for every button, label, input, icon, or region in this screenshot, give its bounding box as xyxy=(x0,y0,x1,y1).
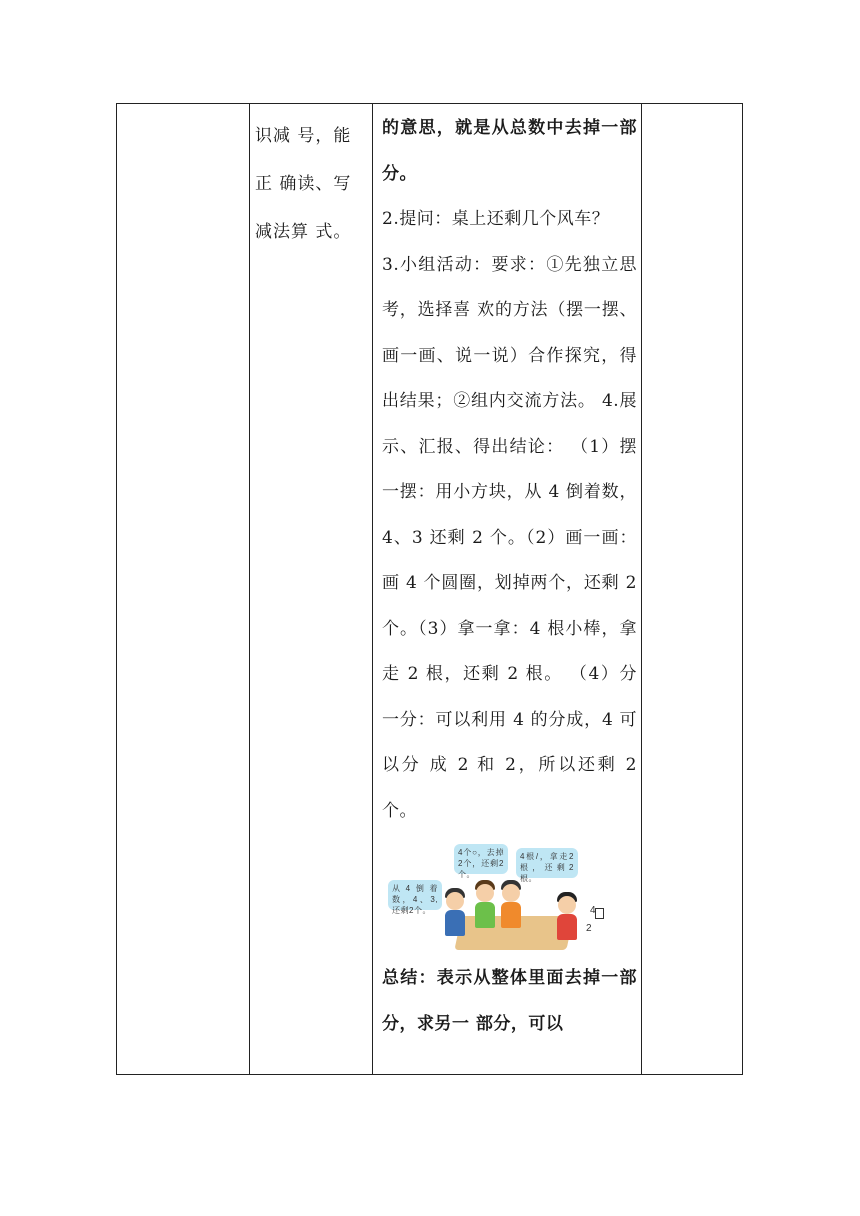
question-text: 2.提问：桌上还剩几个风车？ xyxy=(382,209,610,229)
objective-line: 减法算 式。 xyxy=(255,222,352,242)
number-split-box xyxy=(595,908,604,919)
column-divider xyxy=(641,104,642,1074)
speech-bubble: 4个○，去掉2个，还剩2个。 xyxy=(454,844,508,874)
objective-line: 识减 号，能 xyxy=(255,126,352,146)
number-split-top: 4 xyxy=(590,905,597,916)
speech-bubble: 4根/，拿走2根，还剩2根。 xyxy=(516,848,578,878)
speech-bubble: 从4倒着数，4、3,还剩2个。 xyxy=(388,880,442,910)
column-divider xyxy=(249,104,250,1074)
column-divider xyxy=(372,104,373,1074)
lesson-table xyxy=(116,103,743,1075)
summary-text: 总结：表示从整体里面去掉一部分，求另一 部分，可以 xyxy=(382,968,637,1034)
classroom-illustration xyxy=(388,844,603,950)
objectives-cell xyxy=(255,112,367,256)
intro-text: 的意思，就是从总数中去掉一部分。 xyxy=(382,118,637,184)
objective-line: 正 确读、写 xyxy=(255,174,352,194)
activity-text: 3.小组活动：要求：①先独立思考，选择喜 欢的方法（摆一摆、画一画、说一说）合作探究，得出结果；②组内交流方法。 4.展示、汇报、得出结论： （1）摆一摆：用小方块，从 4 倒着数，4、3 还剩 2 个。（2）画一画：画 4 个圆圈，划掉两个，还剩 2 个。（3）拿一拿：4 根小棒，拿走 2 根，还剩 2 根。 （4）分一分：可以利用 4 的分成，4 可以分 成 2 和 2，所以还剩 2 个。 xyxy=(382,254,637,821)
number-split-bottom: 2 xyxy=(586,923,593,934)
process-cell xyxy=(382,106,637,1047)
